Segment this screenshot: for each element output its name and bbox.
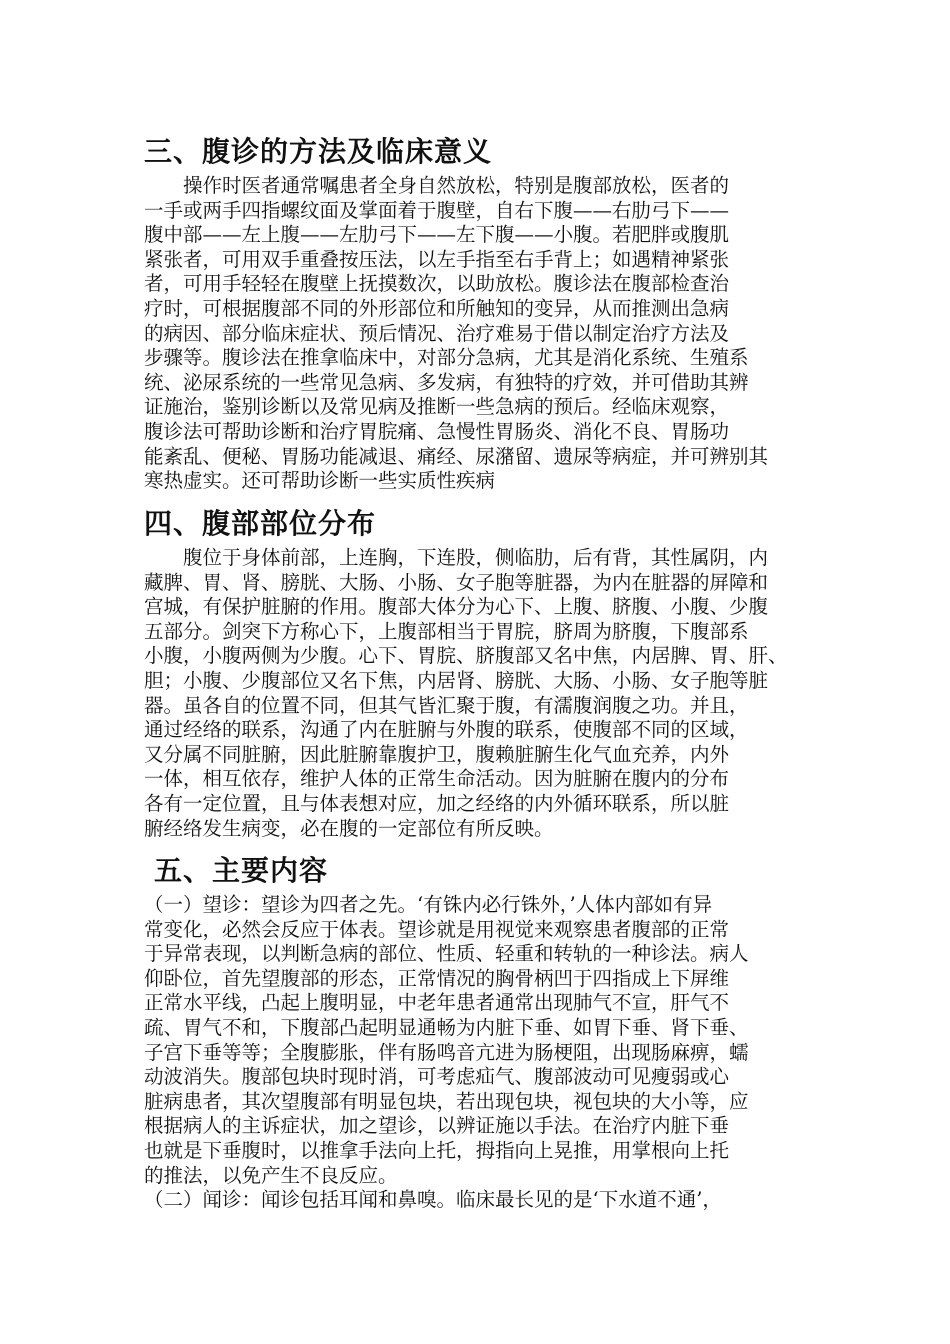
- paragraph-line: 者，可用手轻轻在腹壁上抚摸数次，以助放松。腹诊法在腹部检查治: [144, 272, 730, 296]
- paragraph-line: 通过经络的联系，沟通了内在脏腑与外腹的联系，使腹部不同的区域，: [144, 718, 749, 742]
- paragraph-line: 各有一定位置，且与体表想对应，加之经络的内外循环联系，所以脏: [144, 791, 730, 815]
- section-body-abdominal-regions: [144, 546, 824, 841]
- paragraph-line: （一）望诊：望诊为四者之先。‘有铢内必行铢外，’人体内部如有异: [144, 893, 713, 916]
- paragraph-line: 疏、胃气不和，下腹部凸起明显通畅为内脏下垂、如胃下垂、肾下垂、: [144, 1015, 749, 1039]
- paragraph-line: 脏病患者，其次望腹部有明显包块，若出现包块，视包块的大小等，应: [144, 1089, 749, 1113]
- paragraph-line: 步骤等。腹诊法在推拿临床中，对部分急病，尤其是消化系统、生殖系: [144, 346, 749, 370]
- paragraph-line: 根据病人的主诉症状，加之望诊，以辨证施以手法。在治疗内脏下垂: [144, 1114, 730, 1138]
- paragraph-line: 仰卧位，首先望腹部的形态，正常情况的胸骨柄凹于四指成上下屏维: [144, 966, 730, 990]
- paragraph-line: 统、泌尿系统的一些常见急病、多发病，有独特的疗效，并可借助其辨: [144, 370, 749, 394]
- paragraph-line: 藏脾、胃、肾、膀胱、大肠、小肠、女子胞等脏器，为内在脏器的屏障和: [144, 570, 769, 594]
- paragraph-line: 器。虽各自的位置不同，但其气皆汇聚于腹，有濡腹润腹之功。并且，: [144, 693, 749, 717]
- paragraph-line: 紧张者，可用双手重叠按压法，以左手指至右手背上；如遇精神紧张: [144, 247, 730, 271]
- paragraph-line: 胆；小腹、少腹部位又名下焦，内居肾、膀胱、大肠、小肠、女子胞等脏: [144, 668, 769, 692]
- paragraph-line: 腑经络发生病变，必在腹的一定部位有所反映。: [144, 816, 554, 840]
- paragraph-line: 的推法，以免产生不良反应。: [144, 1163, 398, 1187]
- paragraph-line: 一手或两手四指螺纹面及掌面着于腹壁，自右下腹——右肋弓下——: [144, 198, 730, 222]
- paragraph-line: 又分属不同脏腑，因此脏腑靠腹护卫，腹赖脏腑生化气血充养，内外: [144, 742, 730, 766]
- paragraph-line: 寒热虚实。还可帮助诊断一些实质性疾病: [144, 469, 496, 493]
- section-body-abdominal-diagnosis: [144, 174, 824, 494]
- paragraph-line: 操作时医者通常嘱患者全身自然放松，特别是腹部放松，医者的: [144, 174, 730, 197]
- paragraph-line: 正常水平线，凸起上腹明显，中老年患者通常出现肺气不宣，肝气不: [144, 991, 730, 1015]
- paragraph-line: 腹诊法可帮助诊断和治疗胃脘痛、急慢性胃肠炎、消化不良、胃肠功: [144, 419, 730, 443]
- paragraph-line: 也就是下垂腹时，以推拿手法向上托，拇指向上晃推，用掌根向上托: [144, 1138, 730, 1162]
- section-heading-abdominal-regions: 四、腹部部位分布: [144, 507, 377, 540]
- paragraph-line: 证施治，鉴别诊断以及常见病及推断一些急病的预后。经临床观察，: [144, 395, 730, 419]
- paragraph-line: 动波消失。腹部包块时现时消，可考虑疝气、腹部波动可见瘦弱或心: [144, 1065, 730, 1089]
- paragraph-line: 常变化，必然会反应于体表。望诊就是用视觉来观察患者腹部的正常: [144, 917, 730, 941]
- section-heading-main-content: 五、主要内容: [154, 854, 329, 887]
- paragraph-line: （二）闻诊：闻诊包括耳闻和鼻嗅。临床最长见的是‘下水道不通’，: [144, 1188, 722, 1212]
- paragraph-line: 小腹，小腹两侧为少腹。心下、胃脘、脐腹部又名中焦，内居脾、胃、肝、: [144, 644, 788, 668]
- paragraph-line: 的病因、部分临床症状、预后情况、治疗难易于借以制定治疗方法及: [144, 321, 730, 345]
- paragraph-line: 一体，相互依存，维护人体的正常生命活动。因为脏腑在腹内的分布: [144, 767, 730, 791]
- paragraph-line: 五部分。剑突下方称心下，上腹部相当于胃脘，脐周为脐腹，下腹部系: [144, 619, 749, 643]
- paragraph-line: 于异常表现，以判断急病的部位、性质、轻重和转轨的一种诊法。病人: [144, 942, 749, 966]
- paragraph-line: 宫城，有保护脏腑的作用。腹部大体分为心下、上腹、脐腹、小腹、少腹: [144, 595, 769, 619]
- paragraph-line: 子宫下垂等等；全腹膨胀，伴有肠鸣音亢进为肠梗阻，出现肠麻痹，蠕: [144, 1040, 749, 1064]
- paragraph-line: 腹中部——左上腹——左肋弓下——左下腹——小腹。若肥胖或腹肌: [144, 223, 730, 247]
- section-body-main-content: [144, 893, 824, 1213]
- paragraph-line: 疗时，可根据腹部不同的外形部位和所触知的变异，从而推测出急病: [144, 296, 730, 320]
- section-heading-abdominal-diagnosis: 三、腹诊的方法及临床意义: [144, 135, 493, 168]
- paragraph-line: 能紊乱、便秘、胃肠功能减退、痛经、尿潴留、遗尿等病症，并可辨别其: [144, 444, 769, 468]
- paragraph-line: 腹位于身体前部，上连胸，下连股，侧临肋，后有背，其性属阴，内: [144, 546, 769, 569]
